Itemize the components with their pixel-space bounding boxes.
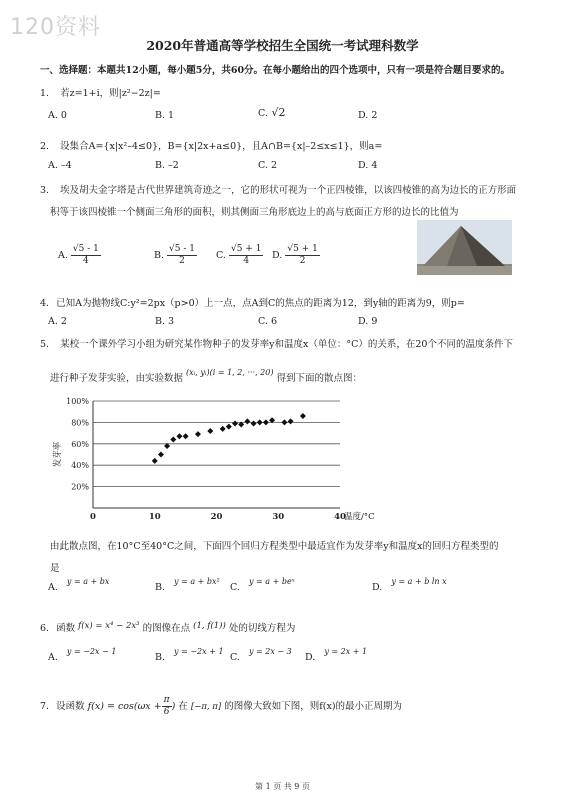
y-axis-label: 发芽率 xyxy=(53,441,63,468)
data-point xyxy=(288,418,294,424)
x-tick-label: 30 xyxy=(272,512,285,522)
question-stem: 若z=1+i，则|z²−2z|= xyxy=(60,88,161,99)
question-number: 7. xyxy=(40,701,50,712)
q1-option-b[interactable]: B. 1 xyxy=(155,110,175,121)
data-point xyxy=(281,419,287,425)
question-number: 1. xyxy=(40,88,50,99)
data-point xyxy=(207,428,213,434)
question-number: 3. xyxy=(40,185,50,196)
q5-option-a[interactable]: A. $^{y = a + bx}$ xyxy=(48,577,110,593)
x-tick-label: 0 xyxy=(90,512,96,522)
q6-option-c[interactable]: C. $^{y = 2x - 3}$ xyxy=(230,647,292,663)
question-stem-line-2: 进行种子发芽实验，由实验数据 $^{(xᵢ, yᵢ)(i = 1, 2, \cdot\cdot\cdot, 20)}$ 得到下面的散点图： xyxy=(50,368,363,384)
question-stem: 已知A为抛物线C:y²=2px（p>0）上一点，点A到C的焦点的距离为12，到y轴的距离为9，则p= xyxy=(56,298,465,309)
pyramid-photo xyxy=(417,220,512,275)
q6-option-b[interactable]: B. $^{y = -2x + 1}$ xyxy=(155,647,224,663)
question-stem: 设集合A={x|x²–4≤0}，B={x|2x+a≤0}，且A∩B={x|–2≤x≤1}，则a= xyxy=(60,141,383,152)
q3-option-d[interactable]: D. $\frac{√5 + 1}{2}$ xyxy=(272,244,318,266)
question-stem-line-1: 某校一个课外学习小组为研究某作物种子的发芽率y和温度x（单位：°C）的关系，在20个不同的温度条件下 xyxy=(60,339,513,350)
function-expression: f(x) = x⁴ − 2x³ xyxy=(78,621,140,631)
question-number: 4. xyxy=(40,298,50,309)
q6-option-a[interactable]: A. $^{y = -2x - 1}$ xyxy=(48,647,117,663)
q4-option-a[interactable]: A. 2 xyxy=(48,316,67,327)
section-heading: 一、选择题：本题共12小题，每小题5分，共60分。在每小题给出的四个选项中，只有一项是符合题目要求的。 xyxy=(40,65,511,76)
q3-option-c[interactable]: C. $\frac{√5 + 1}{4}$ xyxy=(216,244,262,266)
q1-option-d[interactable]: D. 2 xyxy=(358,110,378,121)
data-point xyxy=(152,458,158,464)
page-title: 2020年普通高等学校招生全国统一考试理科数学 xyxy=(146,38,419,53)
q5-followup-line-1: 由此散点图，在10°C至40°C之间，下面四个回归方程类型中最适宜作为发芽率y和温度x的回归方程类型的 xyxy=(50,541,499,552)
y-tick-label: 20% xyxy=(71,482,89,492)
question-7: 7. 设函数 f(x) = cos(ωx + $\frac{\pi}{6}$ ) 在 [−π, π] 的图像大致如下图，则f(x)的最小正周期为 xyxy=(40,695,403,717)
q3-option-b[interactable]: B. $\frac{√5 - 1}{2}$ xyxy=(154,244,195,266)
function-expression: f(x) = cos(ωx + $\frac{\pi}{6}$ ) xyxy=(87,695,176,717)
watermark: 120资料 xyxy=(10,15,101,40)
data-point xyxy=(183,433,189,439)
q6-option-d[interactable]: D. $^{y = 2x + 1}$ xyxy=(305,647,368,663)
question-stem-line-2: 积等于该四棱锥一个侧面三角形的面积，则其侧面三角形底边上的高与底面正方形的边长的比值为 xyxy=(50,207,459,218)
tangent-point: (1, f(1)) xyxy=(193,621,226,631)
question-number: 2. xyxy=(40,141,50,152)
question-number: 6. xyxy=(40,623,50,634)
data-point xyxy=(226,424,232,430)
x-tick-label: 20 xyxy=(210,512,223,522)
x-axis-label: 温度/°C xyxy=(344,512,375,522)
question-1 xyxy=(40,85,161,99)
q4-option-c[interactable]: C. 6 xyxy=(258,316,278,327)
data-point xyxy=(158,452,164,458)
q2-option-d[interactable]: D. 4 xyxy=(358,160,378,171)
q1-option-c[interactable]: C. √2 xyxy=(258,106,286,119)
data-point xyxy=(232,420,238,426)
data-point xyxy=(263,419,269,425)
q5-option-d[interactable]: D. $^{y = a + b ln x}$ xyxy=(372,577,447,593)
q5-option-c[interactable]: C. $^{y = a + beˣ}$ xyxy=(230,577,295,593)
q4-option-b[interactable]: B. 3 xyxy=(155,316,175,327)
question-stem-line-1: 埃及胡夫金字塔是古代世界建筑奇迹之一，它的形状可视为一个正四棱锥，以该四棱锥的高为边长的正方形面 xyxy=(60,185,517,196)
q1-option-a[interactable]: A. 0 xyxy=(48,110,67,121)
q2-option-a[interactable]: A. –4 xyxy=(48,160,72,171)
y-tick-label: 60% xyxy=(71,439,89,449)
q2-option-c[interactable]: C. 2 xyxy=(258,160,278,171)
q5-option-b[interactable]: B. $^{y = a + bx^2}$ xyxy=(155,577,220,593)
data-point xyxy=(220,426,226,432)
data-point xyxy=(244,418,250,424)
x-tick-label: 10 xyxy=(148,512,161,522)
data-point xyxy=(300,413,306,419)
page-footer: 第 1 页 共 9 页 xyxy=(255,782,310,791)
data-point xyxy=(257,419,263,425)
data-point xyxy=(176,433,182,439)
y-tick-label: 80% xyxy=(71,418,89,428)
question-6: 6. 函数 f(x) = x⁴ − 2x³ 的图像在点 (1, f(1)) 处的切线方程为 xyxy=(40,621,296,634)
q2-option-b[interactable]: B. –2 xyxy=(155,160,179,171)
y-tick-label: 100% xyxy=(66,397,89,406)
question-5 xyxy=(40,336,513,350)
q3-option-a[interactable]: A. $\frac{√5 - 1}{4}$ xyxy=(58,244,99,266)
q5-followup-line-2: 是 xyxy=(50,563,60,574)
q4-option-d[interactable]: D. 9 xyxy=(358,316,378,327)
data-point xyxy=(170,437,176,443)
question-4 xyxy=(40,295,465,309)
question-number: 5. xyxy=(40,339,50,350)
y-tick-label: 40% xyxy=(71,461,89,471)
question-3 xyxy=(40,182,516,196)
data-point xyxy=(251,420,257,426)
x-tick-label: 40 xyxy=(334,512,346,522)
data-point xyxy=(195,431,201,437)
scatter-plot xyxy=(48,390,378,525)
question-2 xyxy=(40,138,382,152)
